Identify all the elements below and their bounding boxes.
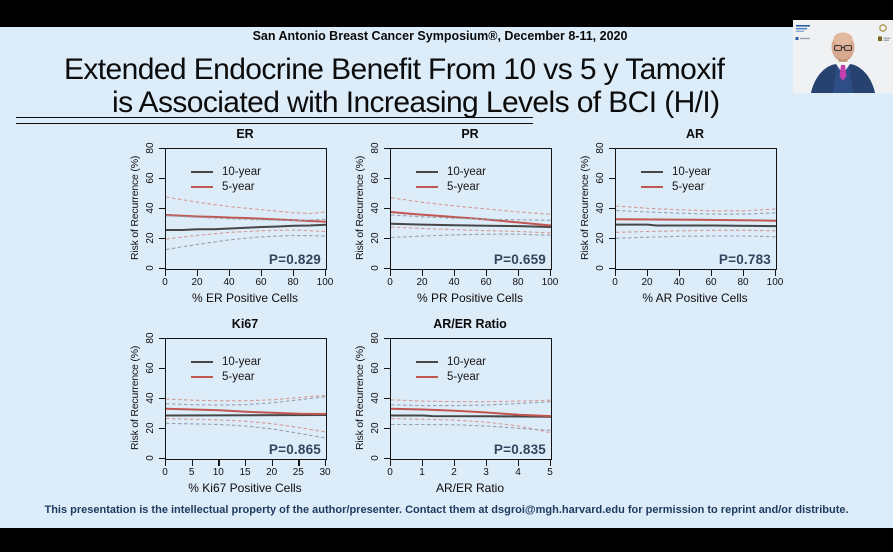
legend-label: 10-year — [672, 165, 711, 178]
y-axis-label: Risk of Recurrence (%) — [129, 155, 141, 261]
chart-title: Ki67 — [231, 317, 259, 331]
y-tick-label: 20 — [145, 232, 156, 244]
y-tick-mark — [159, 368, 165, 369]
copyright-footer: This presentation is the intellectual property of the author/presenter. Contact them at dsgroi@mgh.harvard.edu for permission to reprint and/or distribute. — [44, 504, 849, 516]
legend — [641, 164, 711, 194]
x-tick-label: 80 — [287, 277, 299, 288]
y-tick-mark — [384, 428, 390, 429]
plot-area — [390, 338, 552, 460]
y-tick-label: 20 — [370, 232, 381, 244]
x-tick-label: 20 — [266, 467, 278, 478]
x-tick-label: 0 — [612, 277, 618, 288]
series-10-year — [616, 225, 776, 227]
x-tick-label: 20 — [416, 277, 428, 288]
y-tick-mark — [159, 238, 165, 239]
y-tick-label: 60 — [370, 172, 381, 184]
legend-label: 5-year — [222, 180, 255, 193]
legend-line-5-year — [416, 186, 438, 188]
bottom-letterbox-bar — [0, 528, 893, 552]
y-tick-label: 40 — [145, 202, 156, 214]
x-tick-label: 0 — [162, 277, 168, 288]
x-tick-label: 1 — [419, 467, 425, 478]
legend-line-5-year — [416, 376, 438, 378]
x-tick-label: 25 — [292, 467, 304, 478]
x-tick-mark — [518, 460, 519, 466]
legend-label: 5-year — [672, 180, 705, 193]
y-tick-label: 60 — [145, 172, 156, 184]
p-value: P=0.865 — [268, 442, 321, 457]
x-tick-label: 0 — [162, 467, 168, 478]
plot-area — [165, 338, 327, 460]
series-10-year-upper-ci — [391, 402, 551, 406]
x-tick-label: 10 — [212, 467, 224, 478]
series-10-year — [166, 225, 326, 230]
series-5-year-upper-ci — [166, 197, 326, 214]
legend-label: 10-year — [222, 355, 261, 368]
y-tick-label: 0 — [370, 455, 381, 461]
title-underline — [16, 117, 533, 124]
legend-line-5-year — [191, 186, 213, 188]
x-tick-label: 100 — [541, 277, 559, 288]
series-5-year — [616, 219, 776, 221]
y-tick-label: 20 — [370, 422, 381, 434]
legend-label: 10-year — [447, 355, 486, 368]
x-tick-label: 40 — [448, 277, 460, 288]
x-tick-mark — [197, 270, 198, 276]
x-tick-mark — [422, 270, 423, 276]
p-value: P=0.783 — [718, 252, 771, 267]
chart-title: AR — [685, 127, 705, 141]
chart-pr — [340, 127, 559, 309]
y-tick-label: 40 — [370, 392, 381, 404]
p-value: P=0.659 — [493, 252, 546, 267]
x-tick-label: 60 — [480, 277, 492, 288]
series-10-year — [166, 415, 326, 416]
x-tick-label: 15 — [239, 467, 251, 478]
y-tick-label: 0 — [595, 265, 606, 271]
series-5-year — [166, 215, 326, 222]
y-tick-label: 80 — [370, 142, 381, 154]
legend-line-10-year — [191, 361, 213, 363]
y-tick-label: 80 — [145, 142, 156, 154]
x-tick-label: 20 — [191, 277, 203, 288]
y-tick-mark — [159, 178, 165, 179]
chart-ar — [565, 127, 784, 309]
x-tick-mark — [218, 460, 219, 466]
x-axis-label: AR/ER Ratio — [435, 481, 505, 495]
x-tick-mark — [192, 460, 193, 466]
series-10-year-lower-ci — [391, 234, 551, 237]
y-tick-mark — [384, 148, 390, 149]
x-tick-mark — [422, 460, 423, 466]
chart-title: ER — [236, 127, 254, 141]
series-10-year-lower-ci — [166, 236, 326, 250]
x-tick-label: 2 — [451, 467, 457, 478]
x-tick-label: 0 — [387, 277, 393, 288]
y-tick-mark — [384, 398, 390, 399]
y-tick-mark — [609, 208, 615, 209]
x-tick-mark — [550, 270, 551, 276]
y-tick-label: 60 — [595, 172, 606, 184]
x-tick-mark — [325, 460, 326, 466]
y-tick-label: 80 — [595, 142, 606, 154]
symposium-header: San Antonio Breast Cancer Symposium®, December 8-11, 2020 — [252, 29, 628, 43]
series-5-year-lower-ci — [166, 419, 326, 433]
y-tick-label: 0 — [370, 265, 381, 271]
chart-er — [115, 127, 334, 309]
legend-line-10-year — [416, 171, 438, 173]
y-tick-label: 80 — [145, 332, 156, 344]
legend — [191, 354, 261, 384]
y-tick-label: 40 — [595, 202, 606, 214]
legend-line-5-year — [191, 376, 213, 378]
y-tick-label: 20 — [145, 422, 156, 434]
x-axis-label: % Ki67 Positive Cells — [188, 481, 302, 495]
x-tick-label: 0 — [387, 467, 393, 478]
y-tick-label: 60 — [145, 362, 156, 374]
legend-label: 10-year — [447, 165, 486, 178]
x-tick-mark — [615, 270, 616, 276]
y-tick-mark — [159, 208, 165, 209]
series-10-year-lower-ci — [616, 236, 776, 238]
x-axis-label: % ER Positive Cells — [191, 291, 299, 305]
series-5-year-lower-ci — [166, 230, 326, 239]
x-tick-mark — [165, 270, 166, 276]
x-tick-label: 30 — [319, 467, 331, 478]
chart-ar-er-ratio — [340, 317, 555, 499]
y-tick-mark — [609, 238, 615, 239]
x-tick-label: 20 — [641, 277, 653, 288]
chart-title: AR/ER Ratio — [433, 317, 507, 331]
x-tick-mark — [486, 460, 487, 466]
x-tick-mark — [454, 460, 455, 466]
y-tick-mark — [384, 178, 390, 179]
x-axis-label: % AR Positive Cells — [642, 291, 748, 305]
x-tick-mark — [550, 460, 551, 466]
y-tick-mark — [609, 178, 615, 179]
y-tick-label: 0 — [145, 265, 156, 271]
legend-label: 10-year — [222, 165, 261, 178]
y-tick-mark — [159, 148, 165, 149]
presenter-video[interactable] — [793, 20, 893, 93]
legend — [416, 164, 486, 194]
plot-area — [615, 148, 777, 270]
series-5-year-lower-ci — [616, 230, 776, 232]
x-tick-mark — [454, 270, 455, 276]
y-tick-label: 80 — [370, 332, 381, 344]
x-tick-mark — [293, 270, 294, 276]
x-tick-mark — [647, 270, 648, 276]
x-tick-mark — [775, 270, 776, 276]
series-5-year-upper-ci — [616, 206, 776, 211]
series-10-year-lower-ci — [391, 425, 551, 431]
y-axis-label: Risk of Recurrence (%) — [579, 155, 591, 261]
x-tick-label: 40 — [673, 277, 685, 288]
y-tick-mark — [384, 238, 390, 239]
x-tick-mark — [165, 460, 166, 466]
x-tick-label: 40 — [223, 277, 235, 288]
slide-title-line1: Extended Endocrine Benefit From 10 vs 5 y Tamoxif — [64, 53, 725, 86]
slide-title-line2: is Associated with Increasing Levels of BCI (H/I) — [112, 86, 720, 119]
chart-title: PR — [461, 127, 479, 141]
p-value: P=0.829 — [268, 252, 321, 267]
y-tick-label: 60 — [370, 362, 381, 374]
x-tick-label: 3 — [483, 467, 489, 478]
x-tick-mark — [679, 270, 680, 276]
p-value: P=0.835 — [493, 442, 546, 457]
y-tick-label: 40 — [145, 392, 156, 404]
series-5-year-upper-ci — [166, 395, 326, 401]
x-tick-label: 80 — [512, 277, 524, 288]
x-tick-mark — [229, 270, 230, 276]
plot-area — [165, 148, 327, 270]
x-tick-mark — [325, 270, 326, 276]
plot-area — [390, 148, 552, 270]
x-tick-mark — [390, 460, 391, 466]
y-tick-mark — [159, 338, 165, 339]
y-tick-mark — [384, 208, 390, 209]
x-tick-label: 5 — [547, 467, 553, 478]
y-tick-mark — [159, 428, 165, 429]
series-10-year-upper-ci — [616, 211, 776, 215]
legend-label: 5-year — [447, 180, 480, 193]
series-10-year-lower-ci — [166, 423, 326, 438]
legend-line-5-year — [641, 186, 663, 188]
legend-line-10-year — [641, 171, 663, 173]
y-tick-mark — [384, 368, 390, 369]
y-tick-mark — [609, 148, 615, 149]
x-tick-mark — [272, 460, 273, 466]
x-tick-label: 60 — [255, 277, 267, 288]
y-axis-label: Risk of Recurrence (%) — [354, 345, 366, 451]
x-tick-mark — [298, 460, 299, 466]
x-tick-mark — [743, 270, 744, 276]
legend-label: 5-year — [222, 370, 255, 383]
y-axis-label: Risk of Recurrence (%) — [354, 155, 366, 261]
y-tick-mark — [159, 398, 165, 399]
x-tick-label: 60 — [705, 277, 717, 288]
series-5-year-lower-ci — [391, 227, 551, 233]
legend — [191, 164, 261, 194]
y-axis-label: Risk of Recurrence (%) — [129, 345, 141, 451]
x-tick-label: 100 — [766, 277, 784, 288]
x-tick-mark — [261, 270, 262, 276]
x-tick-label: 80 — [737, 277, 749, 288]
x-tick-mark — [390, 270, 391, 276]
x-tick-label: 100 — [316, 277, 334, 288]
series-5-year-upper-ci — [391, 400, 551, 402]
x-tick-label: 5 — [188, 467, 195, 478]
top-letterbox-bar — [0, 0, 893, 27]
y-tick-label: 20 — [595, 232, 606, 244]
series-5-year-upper-ci — [391, 198, 551, 215]
legend-label: 5-year — [447, 370, 480, 383]
y-tick-label: 40 — [370, 202, 381, 214]
x-tick-mark — [245, 460, 246, 466]
x-tick-mark — [711, 270, 712, 276]
legend-line-10-year — [191, 171, 213, 173]
series-5-year — [166, 409, 326, 414]
presenter-illustration — [793, 20, 893, 93]
x-axis-label: % PR Positive Cells — [416, 291, 524, 305]
chart-ki67 — [115, 317, 330, 499]
x-tick-label: 4 — [515, 467, 521, 478]
legend-line-10-year — [416, 361, 438, 363]
y-tick-mark — [384, 338, 390, 339]
y-tick-label: 0 — [145, 455, 156, 461]
x-tick-mark — [518, 270, 519, 276]
x-tick-mark — [486, 270, 487, 276]
legend — [416, 354, 486, 384]
